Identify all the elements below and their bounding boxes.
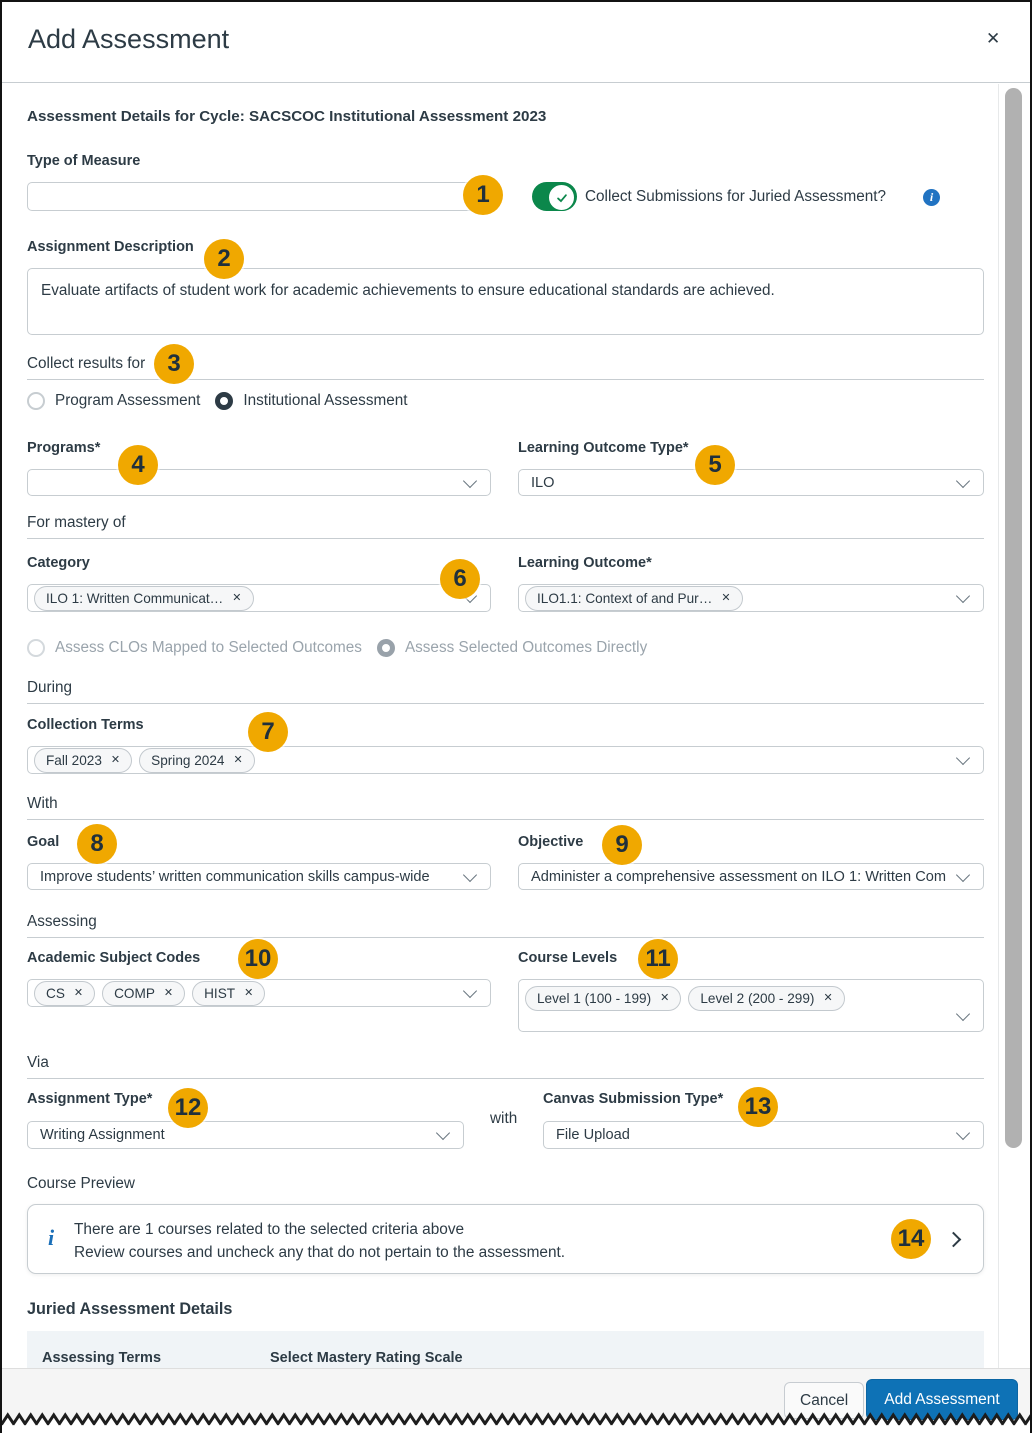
- radio-assess-outcomes-directly: [377, 639, 395, 657]
- chip-label: Spring 2024: [151, 752, 225, 768]
- chip-label: Fall 2023: [46, 752, 102, 768]
- scrollbar-track: [998, 84, 999, 1368]
- chevron-down-icon: [956, 1007, 970, 1021]
- add-assessment-button[interactable]: Add Assessment: [866, 1379, 1018, 1420]
- chevron-down-icon: [463, 473, 477, 487]
- section-collect-results-for: Collect results for: [27, 355, 984, 380]
- course-preview-card[interactable]: [27, 1204, 984, 1274]
- annotation-badge-3: 3: [154, 344, 194, 384]
- chip-label: COMP: [114, 985, 155, 1001]
- chip-label: Level 1 (100 - 199): [537, 991, 652, 1006]
- annotation-badge-10: 10: [238, 939, 278, 979]
- course-levels-select[interactable]: [518, 979, 984, 1032]
- radio-assess-outcomes-directly-label: Assess Selected Outcomes Directly: [404, 639, 648, 656]
- annotation-badge-11: 11: [638, 939, 678, 979]
- chip: [525, 586, 743, 611]
- goal-select[interactable]: [27, 863, 491, 890]
- academic-subject-codes-select[interactable]: [27, 979, 491, 1007]
- annotation-badge-5: 5: [695, 445, 735, 485]
- collection-terms-select[interactable]: [27, 746, 984, 774]
- learning-outcome-type-label: Learning Outcome Type*: [518, 440, 689, 456]
- with-connector-text: with: [490, 1110, 518, 1127]
- header-divider: [2, 82, 1030, 83]
- course-preview-line2: Review courses and uncheck any that do not pertain to the assessment.: [74, 1244, 566, 1261]
- chip: [102, 981, 185, 1006]
- info-icon: i: [48, 1225, 55, 1250]
- column-assessing-terms: Assessing Terms: [42, 1350, 162, 1366]
- chip: [34, 981, 95, 1006]
- juried-assessment-table: [27, 1331, 984, 1368]
- objective-select[interactable]: [518, 863, 984, 890]
- programs-select[interactable]: [27, 469, 491, 496]
- radio-institutional-assessment-label: Institutional Assessment: [243, 392, 408, 409]
- juried-assessment-heading: Juried Assessment Details: [27, 1300, 233, 1318]
- chevron-down-icon: [436, 1126, 450, 1140]
- assignment-type-label: Assignment Type*: [27, 1091, 153, 1107]
- objective-label: Objective: [518, 834, 584, 850]
- radio-assess-clos-mapped: [27, 639, 45, 657]
- annotation-badge-14: 14: [891, 1219, 931, 1259]
- chevron-down-icon: [956, 867, 970, 881]
- assignment-type-value: Writing Assignment: [40, 1127, 165, 1143]
- canvas-submission-type-label: Canvas Submission Type*: [543, 1091, 724, 1107]
- radio-program-assessment[interactable]: [27, 392, 45, 410]
- chip-label: ILO 1: Written Communicat…: [46, 590, 224, 606]
- section-for-mastery-of: For mastery of: [27, 514, 984, 539]
- collection-terms-label: Collection Terms: [27, 717, 144, 733]
- chip: [139, 748, 255, 773]
- torn-edge-zigzag: [2, 1411, 1032, 1433]
- chip: [192, 981, 265, 1006]
- remove-chip-icon[interactable]: ✕: [660, 992, 670, 1004]
- section-during: During: [27, 679, 984, 704]
- remove-chip-icon[interactable]: ✕: [721, 591, 731, 604]
- chip: [525, 986, 681, 1011]
- annotation-badge-7: 7: [248, 712, 288, 752]
- course-levels-label: Course Levels: [518, 950, 618, 966]
- learning-outcome-type-value: ILO: [531, 474, 555, 491]
- learning-outcome-type-select[interactable]: [518, 469, 984, 496]
- learning-outcome-label: Learning Outcome*: [518, 555, 652, 571]
- chip-label: HIST: [204, 985, 236, 1001]
- close-icon[interactable]: ✕: [980, 28, 1006, 50]
- learning-outcome-select[interactable]: [518, 584, 984, 612]
- chip: [34, 586, 254, 611]
- goal-label: Goal: [27, 834, 60, 850]
- annotation-badge-2: 2: [204, 239, 244, 279]
- chip: [688, 986, 844, 1011]
- goal-value: Improve students’ written communication skills campus-wide: [40, 868, 430, 885]
- annotation-badge-6: 6: [440, 559, 480, 599]
- info-icon[interactable]: i: [923, 189, 940, 206]
- canvas-submission-type-value: File Upload: [556, 1127, 630, 1143]
- assignment-description-label: Assignment Description: [27, 239, 194, 255]
- modal-title: Add Assessment: [28, 24, 230, 54]
- chevron-right-icon[interactable]: [946, 1232, 962, 1248]
- course-preview-label: Course Preview: [27, 1175, 135, 1192]
- academic-subject-codes-label: Academic Subject Codes: [27, 950, 201, 966]
- section-via: Via: [27, 1054, 984, 1079]
- assignment-description-textarea[interactable]: Evaluate artifacts of student work for academic achievements to ensure educational standards are achieved.: [27, 268, 984, 335]
- assignment-type-select[interactable]: [27, 1121, 464, 1149]
- category-select[interactable]: [27, 584, 491, 612]
- annotation-badge-13: 13: [738, 1087, 778, 1127]
- chevron-down-icon: [956, 1126, 970, 1140]
- annotation-badge-9: 9: [602, 825, 642, 865]
- juried-submissions-toggle[interactable]: [532, 182, 577, 211]
- cancel-button[interactable]: Cancel: [784, 1382, 864, 1419]
- chevron-down-icon: [463, 984, 477, 998]
- radio-institutional-assessment[interactable]: [215, 392, 233, 410]
- chevron-down-icon: [463, 867, 477, 881]
- chip: [34, 748, 132, 773]
- annotation-badge-4: 4: [118, 445, 158, 485]
- remove-chip-icon[interactable]: ✕: [244, 986, 254, 999]
- scrollbar-thumb[interactable]: [1005, 88, 1022, 1148]
- remove-chip-icon[interactable]: ✕: [163, 986, 174, 999]
- annotation-badge-1: 1: [463, 175, 503, 215]
- section-with: With: [27, 795, 984, 820]
- remove-chip-icon[interactable]: ✕: [823, 992, 833, 1004]
- cycle-heading: Assessment Details for Cycle: SACSCOC Institutional Assessment 2023: [27, 108, 547, 125]
- category-label: Category: [27, 555, 90, 571]
- chip-label: CS: [46, 985, 65, 1001]
- chevron-down-icon: [956, 589, 970, 603]
- remove-chip-icon[interactable]: ✕: [232, 591, 242, 604]
- radio-program-assessment-label: Program Assessment: [55, 392, 201, 409]
- section-assessing: Assessing: [27, 913, 984, 938]
- radio-assess-clos-mapped-label: Assess CLOs Mapped to Selected Outcomes: [55, 639, 362, 656]
- chip-label: ILO1.1: Context of and Pur…: [537, 590, 713, 606]
- objective-value: Administer a comprehensive assessment on ILO 1: Written Com: [531, 868, 947, 885]
- chip-label: Level 2 (200 - 299): [700, 991, 815, 1006]
- programs-label: Programs*: [27, 440, 101, 456]
- remove-chip-icon[interactable]: ✕: [233, 753, 243, 766]
- toggle-check-icon: [548, 184, 575, 211]
- remove-chip-icon[interactable]: ✕: [110, 753, 121, 766]
- chevron-down-icon: [956, 751, 970, 765]
- column-select-mastery-rating-scale: Select Mastery Rating Scale: [270, 1350, 463, 1366]
- annotation-badge-12: 12: [168, 1088, 208, 1128]
- type-of-measure-label: Type of Measure: [27, 153, 141, 169]
- type-of-measure-input[interactable]: [27, 182, 487, 211]
- course-preview-line1: There are 1 courses related to the selected criteria above: [74, 1221, 465, 1238]
- chevron-down-icon: [956, 473, 970, 487]
- remove-chip-icon[interactable]: ✕: [73, 986, 84, 999]
- annotation-badge-8: 8: [77, 824, 117, 864]
- juried-toggle-label: Collect Submissions for Juried Assessment?: [585, 188, 886, 205]
